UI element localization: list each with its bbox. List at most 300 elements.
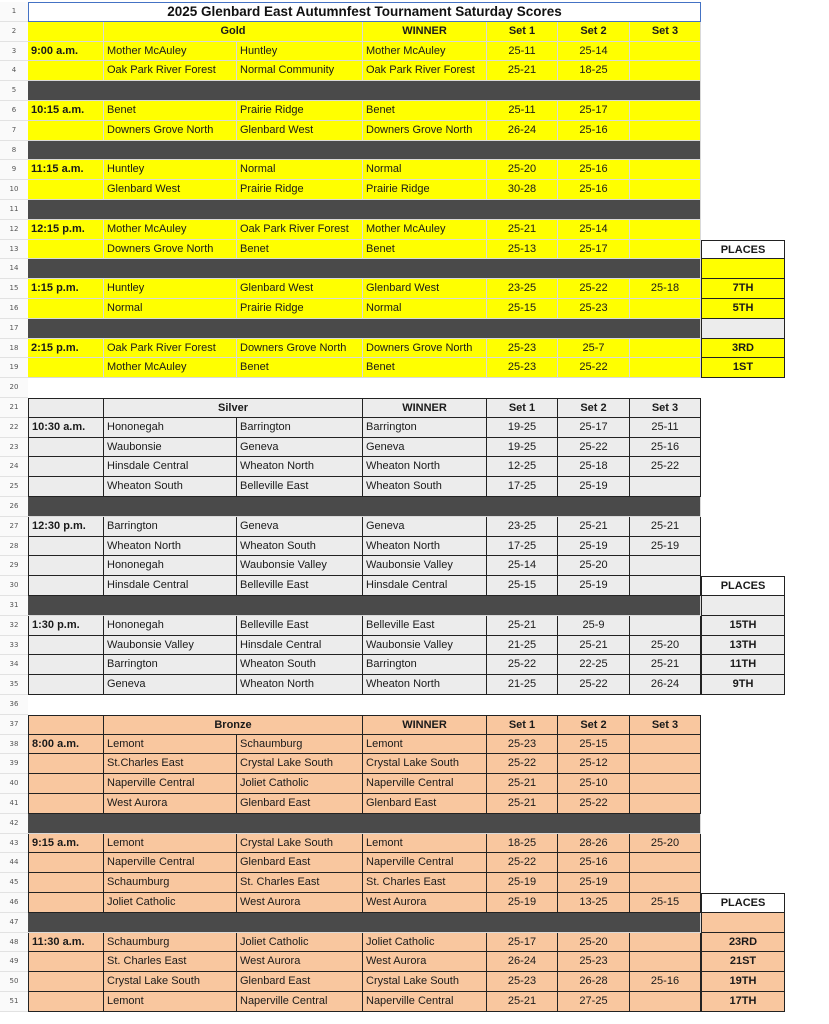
time-cell[interactable] — [28, 873, 104, 893]
time-cell[interactable] — [28, 438, 104, 458]
time-cell[interactable] — [28, 556, 104, 576]
row-number[interactable]: 51 — [0, 992, 28, 1012]
header-set2-cell[interactable]: Set 2 — [558, 715, 630, 735]
team1-cell[interactable]: Oak Park River Forest — [104, 339, 237, 359]
time-cell[interactable]: 12:15 p.m. — [28, 220, 104, 240]
team2-cell[interactable]: Normal — [237, 160, 363, 180]
team1-cell[interactable]: Waubonsie — [104, 438, 237, 458]
set1-cell[interactable]: 25-19 — [487, 873, 558, 893]
team2-cell[interactable]: Prairie Ridge — [237, 299, 363, 319]
set2-cell[interactable]: 25-23 — [558, 952, 630, 972]
set3-cell[interactable] — [630, 933, 701, 953]
row-number[interactable]: 20 — [0, 378, 28, 398]
winner-cell[interactable]: Normal — [363, 160, 487, 180]
set2-cell[interactable]: 25-21 — [558, 517, 630, 537]
winner-cell[interactable]: Mother McAuley — [363, 42, 487, 62]
team1-cell[interactable]: Naperville Central — [104, 774, 237, 794]
time-cell[interactable] — [28, 853, 104, 873]
row-number[interactable]: 33 — [0, 636, 28, 656]
time-cell[interactable] — [28, 655, 104, 675]
team2-cell[interactable]: Glenbard East — [237, 853, 363, 873]
time-cell[interactable] — [28, 180, 104, 200]
set2-cell[interactable]: 25-17 — [558, 418, 630, 438]
set3-cell[interactable] — [630, 735, 701, 755]
row-number[interactable]: 41 — [0, 794, 28, 814]
row-number[interactable]: 21 — [0, 398, 28, 418]
winner-cell[interactable]: Waubonsie Valley — [363, 556, 487, 576]
winner-cell[interactable]: Belleville East — [363, 616, 487, 636]
places-cell[interactable]: 9TH — [701, 675, 785, 695]
row-number[interactable]: 24 — [0, 457, 28, 477]
row-number[interactable]: 9 — [0, 160, 28, 180]
team1-cell[interactable]: Geneva — [104, 675, 237, 695]
set1-cell[interactable]: 25-21 — [487, 61, 558, 81]
winner-cell[interactable]: Wheaton North — [363, 457, 487, 477]
set1-cell[interactable]: 26-24 — [487, 952, 558, 972]
team1-cell[interactable]: Huntley — [104, 279, 237, 299]
set1-cell[interactable]: 25-13 — [487, 240, 558, 260]
row-number[interactable]: 19 — [0, 358, 28, 378]
set3-cell[interactable] — [630, 121, 701, 141]
team2-cell[interactable]: Naperville Central — [237, 992, 363, 1012]
set2-cell[interactable]: 25-17 — [558, 101, 630, 121]
places-cell[interactable]: 1ST — [701, 358, 785, 378]
winner-cell[interactable]: Benet — [363, 240, 487, 260]
row-number[interactable]: 34 — [0, 655, 28, 675]
row-number[interactable]: 37 — [0, 715, 28, 735]
set1-cell[interactable]: 25-21 — [487, 794, 558, 814]
set2-cell[interactable]: 25-10 — [558, 774, 630, 794]
row-number[interactable]: 17 — [0, 319, 28, 339]
places-cell[interactable]: 3RD — [701, 339, 785, 359]
time-cell[interactable]: 9:15 a.m. — [28, 834, 104, 854]
team2-cell[interactable]: Geneva — [237, 517, 363, 537]
team1-cell[interactable]: Oak Park River Forest — [104, 61, 237, 81]
set1-cell[interactable]: 25-22 — [487, 853, 558, 873]
set1-cell[interactable]: 21-25 — [487, 636, 558, 656]
team2-cell[interactable]: Wheaton South — [237, 537, 363, 557]
team2-cell[interactable]: Belleville East — [237, 477, 363, 497]
winner-cell[interactable]: St. Charles East — [363, 873, 487, 893]
row-number[interactable]: 32 — [0, 616, 28, 636]
header-time-cell[interactable] — [28, 398, 104, 418]
set2-cell[interactable]: 25-12 — [558, 754, 630, 774]
header-set3-cell[interactable]: Set 3 — [630, 22, 701, 42]
set3-cell[interactable] — [630, 774, 701, 794]
set2-cell[interactable]: 25-22 — [558, 794, 630, 814]
row-number[interactable]: 13 — [0, 240, 28, 260]
set1-cell[interactable]: 25-21 — [487, 220, 558, 240]
row-number[interactable]: 36 — [0, 695, 28, 715]
header-set1-cell[interactable]: Set 1 — [487, 22, 558, 42]
places-cell[interactable]: PLACES — [701, 240, 785, 260]
set2-cell[interactable]: 25-22 — [558, 358, 630, 378]
team1-cell[interactable]: Hononegah — [104, 418, 237, 438]
set1-cell[interactable]: 25-11 — [487, 101, 558, 121]
team2-cell[interactable]: Benet — [237, 240, 363, 260]
team2-cell[interactable]: Hinsdale Central — [237, 636, 363, 656]
places-cell[interactable] — [701, 319, 785, 339]
row-number[interactable]: 30 — [0, 576, 28, 596]
set3-cell[interactable] — [630, 220, 701, 240]
set1-cell[interactable]: 18-25 — [487, 834, 558, 854]
row-number[interactable]: 43 — [0, 834, 28, 854]
set2-cell[interactable]: 25-19 — [558, 477, 630, 497]
set3-cell[interactable] — [630, 853, 701, 873]
team1-cell[interactable]: Hononegah — [104, 616, 237, 636]
places-cell[interactable]: 7TH — [701, 279, 785, 299]
team2-cell[interactable]: Normal Community — [237, 61, 363, 81]
team2-cell[interactable]: Barrington — [237, 418, 363, 438]
winner-cell[interactable]: Crystal Lake South — [363, 972, 487, 992]
places-cell[interactable]: 17TH — [701, 992, 785, 1012]
winner-cell[interactable]: Naperville Central — [363, 992, 487, 1012]
team1-cell[interactable]: Lemont — [104, 992, 237, 1012]
team1-cell[interactable]: Schaumburg — [104, 873, 237, 893]
row-number[interactable]: 18 — [0, 339, 28, 359]
row-number[interactable]: 5 — [0, 81, 28, 101]
set2-cell[interactable]: 25-20 — [558, 933, 630, 953]
set1-cell[interactable]: 25-14 — [487, 556, 558, 576]
set2-cell[interactable]: 25-16 — [558, 853, 630, 873]
team1-cell[interactable]: Mother McAuley — [104, 220, 237, 240]
header-team1-cell[interactable]: Silver — [104, 398, 363, 418]
header-winner-cell[interactable]: WINNER — [363, 22, 487, 42]
set1-cell[interactable]: 17-25 — [487, 537, 558, 557]
winner-cell[interactable]: Mother McAuley — [363, 220, 487, 240]
team1-cell[interactable]: West Aurora — [104, 794, 237, 814]
team2-cell[interactable]: Glenbard West — [237, 279, 363, 299]
team2-cell[interactable]: Glenbard East — [237, 972, 363, 992]
time-cell[interactable]: 12:30 p.m. — [28, 517, 104, 537]
set2-cell[interactable]: 25-18 — [558, 457, 630, 477]
time-cell[interactable]: 2:15 p.m. — [28, 339, 104, 359]
set3-cell[interactable] — [630, 794, 701, 814]
winner-cell[interactable]: Prairie Ridge — [363, 180, 487, 200]
time-cell[interactable] — [28, 794, 104, 814]
set1-cell[interactable]: 25-23 — [487, 735, 558, 755]
set3-cell[interactable] — [630, 299, 701, 319]
time-cell[interactable] — [28, 893, 104, 913]
time-cell[interactable] — [28, 358, 104, 378]
time-cell[interactable]: 8:00 a.m. — [28, 735, 104, 755]
places-cell[interactable]: PLACES — [701, 576, 785, 596]
team2-cell[interactable]: Joliet Catholic — [237, 774, 363, 794]
places-cell[interactable]: 5TH — [701, 299, 785, 319]
time-cell[interactable] — [28, 774, 104, 794]
set1-cell[interactable]: 23-25 — [487, 517, 558, 537]
time-cell[interactable] — [28, 61, 104, 81]
row-number[interactable]: 7 — [0, 121, 28, 141]
team1-cell[interactable]: Hinsdale Central — [104, 457, 237, 477]
row-number[interactable]: 23 — [0, 438, 28, 458]
team2-cell[interactable]: Benet — [237, 358, 363, 378]
set2-cell[interactable]: 28-26 — [558, 834, 630, 854]
winner-cell[interactable]: Glenbard West — [363, 279, 487, 299]
header-winner-cell[interactable]: WINNER — [363, 398, 487, 418]
set2-cell[interactable]: 25-20 — [558, 556, 630, 576]
winner-cell[interactable]: Downers Grove North — [363, 339, 487, 359]
places-cell[interactable]: 13TH — [701, 636, 785, 656]
winner-cell[interactable]: Geneva — [363, 517, 487, 537]
winner-cell[interactable]: Benet — [363, 358, 487, 378]
team1-cell[interactable]: Barrington — [104, 517, 237, 537]
time-cell[interactable]: 1:15 p.m. — [28, 279, 104, 299]
row-number[interactable]: 42 — [0, 814, 28, 834]
set3-cell[interactable]: 25-22 — [630, 457, 701, 477]
header-winner-cell[interactable]: WINNER — [363, 715, 487, 735]
winner-cell[interactable]: Benet — [363, 101, 487, 121]
row-number[interactable]: 6 — [0, 101, 28, 121]
time-cell[interactable]: 1:30 p.m. — [28, 616, 104, 636]
team1-cell[interactable]: Hinsdale Central — [104, 576, 237, 596]
header-set2-cell[interactable]: Set 2 — [558, 22, 630, 42]
set3-cell[interactable]: 25-19 — [630, 537, 701, 557]
time-cell[interactable] — [28, 576, 104, 596]
winner-cell[interactable]: Waubonsie Valley — [363, 636, 487, 656]
set3-cell[interactable]: 25-11 — [630, 418, 701, 438]
time-cell[interactable]: 9:00 a.m. — [28, 42, 104, 62]
team1-cell[interactable]: Wheaton South — [104, 477, 237, 497]
set3-cell[interactable] — [630, 101, 701, 121]
set2-cell[interactable]: 18-25 — [558, 61, 630, 81]
team1-cell[interactable]: Joliet Catholic — [104, 893, 237, 913]
team2-cell[interactable]: Geneva — [237, 438, 363, 458]
header-time-cell[interactable] — [28, 715, 104, 735]
team2-cell[interactable]: Crystal Lake South — [237, 834, 363, 854]
winner-cell[interactable]: Normal — [363, 299, 487, 319]
set1-cell[interactable]: 25-23 — [487, 339, 558, 359]
set1-cell[interactable]: 25-17 — [487, 933, 558, 953]
row-number[interactable]: 48 — [0, 933, 28, 953]
time-cell[interactable] — [28, 477, 104, 497]
row-number[interactable]: 8 — [0, 141, 28, 161]
set3-cell[interactable]: 25-16 — [630, 972, 701, 992]
team1-cell[interactable]: Barrington — [104, 655, 237, 675]
set1-cell[interactable]: 25-15 — [487, 299, 558, 319]
set2-cell[interactable]: 25-14 — [558, 42, 630, 62]
winner-cell[interactable]: Joliet Catholic — [363, 933, 487, 953]
set2-cell[interactable]: 25-15 — [558, 735, 630, 755]
set3-cell[interactable] — [630, 358, 701, 378]
places-cell[interactable]: 23RD — [701, 933, 785, 953]
row-number[interactable]: 29 — [0, 556, 28, 576]
team1-cell[interactable]: Crystal Lake South — [104, 972, 237, 992]
set1-cell[interactable]: 19-25 — [487, 438, 558, 458]
team1-cell[interactable]: Hononegah — [104, 556, 237, 576]
row-number[interactable]: 25 — [0, 477, 28, 497]
time-cell[interactable]: 10:30 a.m. — [28, 418, 104, 438]
row-number[interactable]: 12 — [0, 220, 28, 240]
row-number[interactable]: 40 — [0, 774, 28, 794]
set3-cell[interactable]: 25-21 — [630, 655, 701, 675]
row-number[interactable]: 14 — [0, 259, 28, 279]
set3-cell[interactable] — [630, 180, 701, 200]
set3-cell[interactable]: 26-24 — [630, 675, 701, 695]
row-number[interactable]: 49 — [0, 952, 28, 972]
set2-cell[interactable]: 25-22 — [558, 675, 630, 695]
team2-cell[interactable]: Wheaton North — [237, 675, 363, 695]
set3-cell[interactable] — [630, 61, 701, 81]
time-cell[interactable] — [28, 457, 104, 477]
row-number[interactable]: 22 — [0, 418, 28, 438]
team1-cell[interactable]: Benet — [104, 101, 237, 121]
winner-cell[interactable]: Hinsdale Central — [363, 576, 487, 596]
team2-cell[interactable]: Joliet Catholic — [237, 933, 363, 953]
team2-cell[interactable]: West Aurora — [237, 952, 363, 972]
set3-cell[interactable] — [630, 873, 701, 893]
time-cell[interactable] — [28, 537, 104, 557]
time-cell[interactable] — [28, 121, 104, 141]
team2-cell[interactable]: Schaumburg — [237, 735, 363, 755]
places-cell[interactable]: PLACES — [701, 893, 785, 913]
set2-cell[interactable]: 25-16 — [558, 121, 630, 141]
header-set3-cell[interactable]: Set 3 — [630, 715, 701, 735]
set3-cell[interactable] — [630, 556, 701, 576]
set2-cell[interactable]: 25-22 — [558, 279, 630, 299]
winner-cell[interactable]: Wheaton North — [363, 537, 487, 557]
set3-cell[interactable] — [630, 616, 701, 636]
team1-cell[interactable]: Normal — [104, 299, 237, 319]
set2-cell[interactable]: 25-14 — [558, 220, 630, 240]
row-number[interactable]: 2 — [0, 22, 28, 42]
set1-cell[interactable]: 25-11 — [487, 42, 558, 62]
set3-cell[interactable]: 25-21 — [630, 517, 701, 537]
row-number[interactable]: 46 — [0, 893, 28, 913]
set1-cell[interactable]: 25-21 — [487, 616, 558, 636]
time-cell[interactable] — [28, 952, 104, 972]
winner-cell[interactable]: West Aurora — [363, 893, 487, 913]
set1-cell[interactable]: 25-23 — [487, 358, 558, 378]
row-number[interactable]: 4 — [0, 61, 28, 81]
row-number[interactable]: 35 — [0, 675, 28, 695]
set3-cell[interactable]: 25-16 — [630, 438, 701, 458]
set3-cell[interactable]: 25-20 — [630, 636, 701, 656]
header-set3-cell[interactable]: Set 3 — [630, 398, 701, 418]
set2-cell[interactable]: 25-19 — [558, 537, 630, 557]
set1-cell[interactable]: 25-23 — [487, 972, 558, 992]
team1-cell[interactable]: Downers Grove North — [104, 121, 237, 141]
row-number[interactable]: 3 — [0, 42, 28, 62]
team1-cell[interactable]: St.Charles East — [104, 754, 237, 774]
set3-cell[interactable] — [630, 160, 701, 180]
row-number[interactable]: 45 — [0, 873, 28, 893]
winner-cell[interactable]: Wheaton South — [363, 477, 487, 497]
row-number[interactable]: 28 — [0, 537, 28, 557]
set1-cell[interactable]: 17-25 — [487, 477, 558, 497]
team2-cell[interactable]: Glenbard East — [237, 794, 363, 814]
winner-cell[interactable]: Wheaton North — [363, 675, 487, 695]
set1-cell[interactable]: 26-24 — [487, 121, 558, 141]
set1-cell[interactable]: 23-25 — [487, 279, 558, 299]
time-cell[interactable] — [28, 992, 104, 1012]
team1-cell[interactable]: Waubonsie Valley — [104, 636, 237, 656]
team2-cell[interactable]: Crystal Lake South — [237, 754, 363, 774]
time-cell[interactable]: 11:30 a.m. — [28, 933, 104, 953]
time-cell[interactable] — [28, 754, 104, 774]
winner-cell[interactable]: West Aurora — [363, 952, 487, 972]
set1-cell[interactable]: 25-20 — [487, 160, 558, 180]
team2-cell[interactable]: West Aurora — [237, 893, 363, 913]
team1-cell[interactable]: Lemont — [104, 834, 237, 854]
places-cell[interactable] — [701, 259, 785, 279]
team1-cell[interactable]: Wheaton North — [104, 537, 237, 557]
time-cell[interactable]: 10:15 a.m. — [28, 101, 104, 121]
set1-cell[interactable]: 25-21 — [487, 774, 558, 794]
team1-cell[interactable]: Downers Grove North — [104, 240, 237, 260]
set1-cell[interactable]: 25-19 — [487, 893, 558, 913]
set1-cell[interactable]: 21-25 — [487, 675, 558, 695]
winner-cell[interactable]: Naperville Central — [363, 853, 487, 873]
set3-cell[interactable] — [630, 576, 701, 596]
row-number[interactable]: 47 — [0, 913, 28, 933]
team2-cell[interactable]: Prairie Ridge — [237, 101, 363, 121]
set2-cell[interactable]: 25-9 — [558, 616, 630, 636]
set2-cell[interactable]: 22-25 — [558, 655, 630, 675]
row-number[interactable]: 38 — [0, 735, 28, 755]
places-cell[interactable]: 11TH — [701, 655, 785, 675]
time-cell[interactable] — [28, 972, 104, 992]
team2-cell[interactable]: St. Charles East — [237, 873, 363, 893]
row-number[interactable]: 27 — [0, 517, 28, 537]
set2-cell[interactable]: 13-25 — [558, 893, 630, 913]
set3-cell[interactable] — [630, 477, 701, 497]
team2-cell[interactable]: Waubonsie Valley — [237, 556, 363, 576]
winner-cell[interactable]: Downers Grove North — [363, 121, 487, 141]
set3-cell[interactable] — [630, 992, 701, 1012]
winner-cell[interactable]: Barrington — [363, 655, 487, 675]
row-number[interactable]: 10 — [0, 180, 28, 200]
time-cell[interactable] — [28, 240, 104, 260]
team2-cell[interactable]: Downers Grove North — [237, 339, 363, 359]
team1-cell[interactable]: Huntley — [104, 160, 237, 180]
winner-cell[interactable]: Naperville Central — [363, 774, 487, 794]
set2-cell[interactable]: 25-23 — [558, 299, 630, 319]
set2-cell[interactable]: 25-19 — [558, 576, 630, 596]
header-set2-cell[interactable]: Set 2 — [558, 398, 630, 418]
team2-cell[interactable]: Oak Park River Forest — [237, 220, 363, 240]
team2-cell[interactable]: Belleville East — [237, 576, 363, 596]
time-cell[interactable] — [28, 675, 104, 695]
team2-cell[interactable]: Wheaton North — [237, 457, 363, 477]
set1-cell[interactable]: 25-22 — [487, 754, 558, 774]
set2-cell[interactable]: 25-7 — [558, 339, 630, 359]
team1-cell[interactable]: St. Charles East — [104, 952, 237, 972]
set3-cell[interactable] — [630, 952, 701, 972]
set1-cell[interactable]: 30-28 — [487, 180, 558, 200]
set2-cell[interactable]: 27-25 — [558, 992, 630, 1012]
team1-cell[interactable]: Lemont — [104, 735, 237, 755]
winner-cell[interactable]: Barrington — [363, 418, 487, 438]
row-number[interactable]: 15 — [0, 279, 28, 299]
team2-cell[interactable]: Belleville East — [237, 616, 363, 636]
set3-cell[interactable]: 25-15 — [630, 893, 701, 913]
set1-cell[interactable]: 19-25 — [487, 418, 558, 438]
set1-cell[interactable]: 25-21 — [487, 992, 558, 1012]
winner-cell[interactable]: Oak Park River Forest — [363, 61, 487, 81]
set3-cell[interactable]: 25-18 — [630, 279, 701, 299]
row-number[interactable]: 26 — [0, 497, 28, 517]
header-set1-cell[interactable]: Set 1 — [487, 715, 558, 735]
set2-cell[interactable]: 25-17 — [558, 240, 630, 260]
set2-cell[interactable]: 25-16 — [558, 180, 630, 200]
row-number[interactable]: 50 — [0, 972, 28, 992]
team1-cell[interactable]: Mother McAuley — [104, 42, 237, 62]
header-time-cell[interactable] — [28, 22, 104, 42]
set2-cell[interactable]: 25-19 — [558, 873, 630, 893]
row-number[interactable]: 1 — [0, 2, 28, 22]
set2-cell[interactable]: 26-28 — [558, 972, 630, 992]
